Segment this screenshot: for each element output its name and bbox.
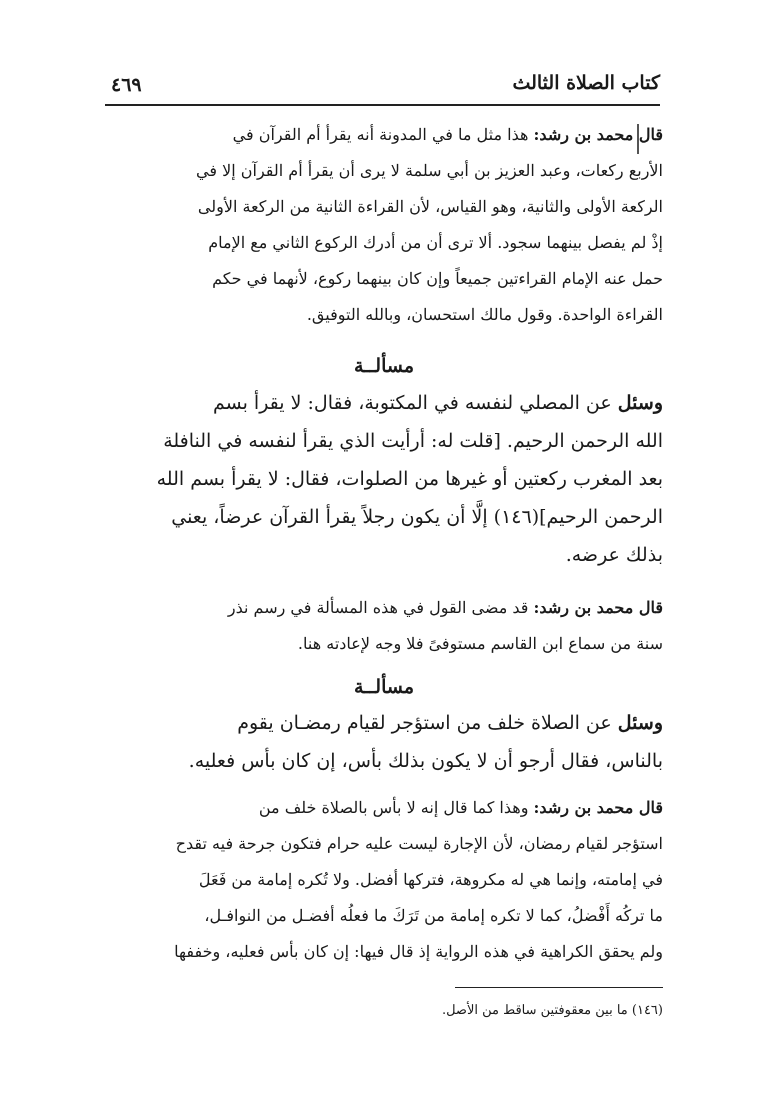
paragraph-line <box>105 384 663 422</box>
line-text: عن الصلاة خلف من استؤجر لقيام رمضـان يقوم <box>237 712 612 734</box>
paragraph-line: استؤجر لقيام رمضان، لأن الإجارة ليست عليه حرام فتكون جرحة فيه تقدح <box>175 834 663 853</box>
paragraph-line: الله الرحمن الرحيم. [قلت له: أرأيت الذي يقرأ لنفسه في النافلة <box>163 430 663 452</box>
paragraph-line: الأربع ركعات، وعبد العزيز بن أبي سلمة لا يرى أن يقرأ أم القرآن إلا في <box>196 161 663 180</box>
page-header <box>105 70 660 106</box>
paragraph-line: حمل عنه الإمام القراءتين جميعاً وإن كان بينهما ركوع، لأنهما في حكم <box>212 269 663 288</box>
paragraph-line: ولم يحقق الكراهية في هذه الرواية إذ قال فيها: إن كان بأس فعليه، وخففها <box>174 942 663 961</box>
paragraph-line: بذلك عرضه. <box>565 544 663 566</box>
paragraph-3 <box>105 590 663 662</box>
section-heading-1: مسألــة <box>353 355 415 377</box>
paragraph-line: في إمامته، وإنما هي له مكروهة، فتركها أفضل. ولا تُكره إمامة من فَعَلَ <box>198 870 663 889</box>
paragraph-line: ما تركُه أَفْضلُ، كما لا تكره إمامة من تَرَكَ ما فعلُه أفضـل من النوافـل، <box>204 906 663 925</box>
paragraph-line: الركعة الأولى والثانية، وهو القياس، لأن القراءة الثانية من الركعة الأولى <box>197 197 663 216</box>
footnote-divider <box>455 987 663 988</box>
paragraph-line <box>105 704 663 742</box>
section-heading-2: مسألــة <box>353 676 415 698</box>
paragraph-line: القراءة الواحدة. وقول مالك استحسان، وبالله التوفيق. <box>306 305 663 324</box>
line-text: قد مضى القول في هذه المسألة في رسم نذر <box>227 598 529 617</box>
running-title: كتاب الصلاة الثالث <box>512 72 660 94</box>
paragraph-1 <box>105 117 663 333</box>
paragraph-lead: قال محمد بن رشد: <box>533 798 663 817</box>
paragraph-line <box>105 590 663 626</box>
paragraph-line: بالناس، فقال أرجو أن لا يكون بذلك بأس، إن كان بأس فعليه. <box>188 750 663 772</box>
paragraph-line <box>105 117 663 153</box>
paragraph-4 <box>105 704 663 780</box>
paragraph-line <box>105 790 663 826</box>
line-text: عن المصلي لنفسه في المكتوبة، فقال: لا يقرأ بسم <box>213 392 612 414</box>
line-text: وهذا كما قال إنه لا بأس بالصلاة خلف من <box>258 798 529 817</box>
paragraph-2 <box>105 384 663 574</box>
paragraph-line: بعد المغرب ركعتين أو غيرها من الصلوات، فقال: لا يقرأ بسم الله <box>156 468 663 490</box>
paragraph-line: سنة من سماع ابن القاسم مستوفىً فلا وجه لإعادته هنا. <box>297 634 663 653</box>
paragraph-lead: قال محمد بن رشد: <box>533 125 663 144</box>
paragraph-lead: قال محمد بن رشد: <box>533 598 663 617</box>
line-text: هذا مثل ما في المدونة أنه يقرأ أم القرآن في <box>232 125 529 144</box>
page-number: ٤٦٩ <box>111 74 142 96</box>
paragraph-line: إذْ لم يفصل بينهما سجود. ألا ترى أن من أدرك الركوع الثاني مع الإمام <box>208 233 663 252</box>
paragraph-line: الرحمن الرحيم](١٤٦) إلَّا أن يكون رجلاً يقرأ القرآن عرضاً، يعني <box>171 506 663 528</box>
paragraph-5 <box>105 790 663 970</box>
paragraph-lead: وسئل <box>617 712 663 734</box>
footnote: (١٤٦) ما بين معقوفتين ساقط من الأصل. <box>441 1003 663 1018</box>
paragraph-lead: وسئل <box>617 392 663 414</box>
